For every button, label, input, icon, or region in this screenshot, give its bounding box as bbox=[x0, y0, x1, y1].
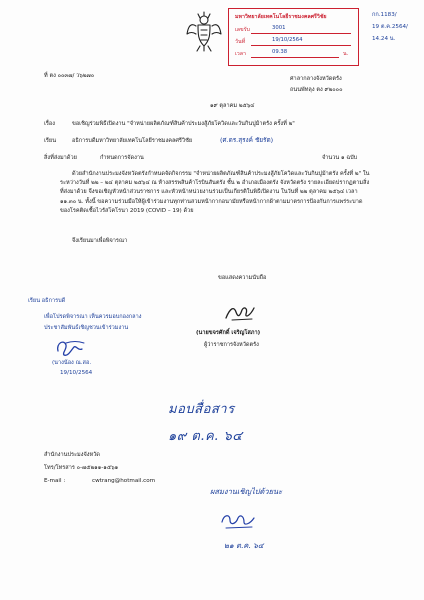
stamp-receipt-label: เลขรับ bbox=[235, 27, 250, 33]
footer-email[interactable]: cwtrang@hotmail.com bbox=[92, 478, 156, 484]
footer-office: สำนักงานประมงจังหวัด bbox=[44, 452, 100, 458]
doc-number: ที่ ตง ๐๐๓๗/ ว๖๒๗๐ bbox=[44, 73, 95, 79]
governor-signature bbox=[222, 302, 258, 324]
handwritten-note-2: ๑๙ ต.ค. ๖๔ bbox=[168, 429, 243, 444]
subject-text: ขอเชิญร่วมพิธีเปิดงาน "จำหน่ายผลิตภัณฑ์สินค้าประมงสู้ภัยโควิดและวันกินปูม้าตรัง ครั้งที่ ๒" bbox=[72, 121, 295, 127]
office-address: ถนนพัทลุง ตง ๙๒๐๐๐ bbox=[290, 87, 343, 93]
signer-title: ผู้ว่าราชการจังหวัดตรัง bbox=[204, 342, 259, 348]
stamp-date-line bbox=[251, 45, 351, 46]
stamp-date-value: 19/10/2564 bbox=[272, 37, 303, 43]
footer-email-label: E-mail : bbox=[44, 478, 66, 484]
annotation-line2: ประชาสัมพันธ์เชิญชวนเข้าร่วมงาน bbox=[44, 325, 129, 331]
subject-label: เรื่อง bbox=[44, 121, 56, 127]
handwritten-to-note: (ศ.ดร.สุรงค์ ชัยรัต) bbox=[220, 136, 274, 144]
right-note-line2: 19 ต.ค.2564/ bbox=[372, 24, 408, 30]
annotation-name: (นางน้อง ณ.สอ. bbox=[52, 360, 92, 366]
receipt-stamp bbox=[228, 8, 359, 66]
signer-name: (นายขจรศักดิ์ เจริญโสภา) bbox=[196, 330, 261, 336]
stamp-org: มหาวิทยาลัยเทคโนโลยีราชมงคลศรีวิชัย bbox=[235, 14, 327, 20]
attachment-quantity: จำนวน ๑ ฉบับ bbox=[322, 155, 358, 161]
closing-respect: ขอแสดงความนับถือ bbox=[218, 275, 267, 281]
handwritten-note-4: ๒๑ ต.ค. ๖๔ bbox=[224, 541, 264, 550]
stamp-receipt-value: 3001 bbox=[272, 25, 286, 31]
annotation-date: 19/10/2564 bbox=[60, 370, 93, 376]
handwritten-note-3: ผสมงานเชิญไปด้วยนะ bbox=[210, 487, 283, 496]
stamp-unit-label: น. bbox=[343, 51, 349, 57]
stamp-time-line bbox=[251, 57, 339, 58]
right-note-line3: 14.24 น. bbox=[372, 36, 396, 42]
annotation-signature bbox=[52, 337, 92, 359]
office-name: ศาลากลางจังหวัดตรัง bbox=[290, 76, 342, 82]
body-paragraph-2: จึงเรียนมาเพื่อพิจารณา bbox=[72, 238, 128, 244]
stamp-date-label: วันที่ bbox=[235, 39, 246, 45]
letter-date: ๑๙ ตุลาคม ๒๕๖๔ bbox=[210, 103, 255, 109]
stamp-time-value: 09.38 bbox=[272, 49, 288, 55]
to-label: เรียน bbox=[44, 138, 57, 144]
annotation-line1: เพื่อโปรดพิจารณา เห็นควรมอบกองกลาง bbox=[44, 314, 142, 320]
annotation-to: เรียน อธิการบดี bbox=[28, 298, 66, 304]
right-note-line1: กก.1183/ bbox=[372, 12, 397, 18]
garuda-emblem bbox=[186, 12, 222, 52]
stamp-receipt-line bbox=[251, 33, 351, 34]
handwritten-note-1: มอบสื่อสาร bbox=[168, 402, 235, 417]
footer-phone: โทร/โทรสาร ๐-๗๕๒๑๑-๑๕๖๑ bbox=[44, 465, 119, 471]
attachment-text: กำหนดการจัดงาน bbox=[100, 155, 144, 161]
stamp-time-label: เวลา bbox=[235, 51, 247, 57]
attachment-label: สิ่งที่ส่งมาด้วย bbox=[44, 155, 77, 161]
to-text: อธิการบดีมหาวิทยาลัยเทคโนโลยีราชมงคลศรีวิชัย bbox=[72, 138, 193, 144]
body-paragraph-1: ด้วยสำนักงานประมงจังหวัดตรังกำหนดจัดกิจกรรม "จำหน่ายผลิตภัณฑ์สินค้าประมงสู้ภัยโควิดและวันกินปูม้าตรัง ครั้งที่ ๒" ในระหว่างวันที่ ๒๒ – ๒๔ ตุลาคม ๒๕๖๔ ณ ห้างสรรพสินค้าโรบินสันตรัง ชั้น ๒ อำเภอเมืองตรัง จังหวัดตรัง รายละเอียดปรากฏตามสิ่งที่ส่งมาด้วย จึงขอเชิญหัวหน้าส่วนราชการ และหัวหน้าหน่วยงานร่วมเป็นเกียรติในพิธีเปิดงาน ในวันที่ ๒๒ ตุลาคม ๒๕๖๔ เวลา ๑๑.๓๐ น. ทั้งนี้ ขอความร่วมมือให้ผู้เข้าร่วมงานทุกท่านสวมหน้ากากอนามัยหรือหน้ากากผ้าตามมาตรการป้องกันการแพร่ระบาดของโรคติดเชื้อไวรัสโคโรนา 2019 (COVID – 19) ด้วย bbox=[60, 171, 370, 214]
handwritten-signature-2 bbox=[218, 508, 258, 532]
